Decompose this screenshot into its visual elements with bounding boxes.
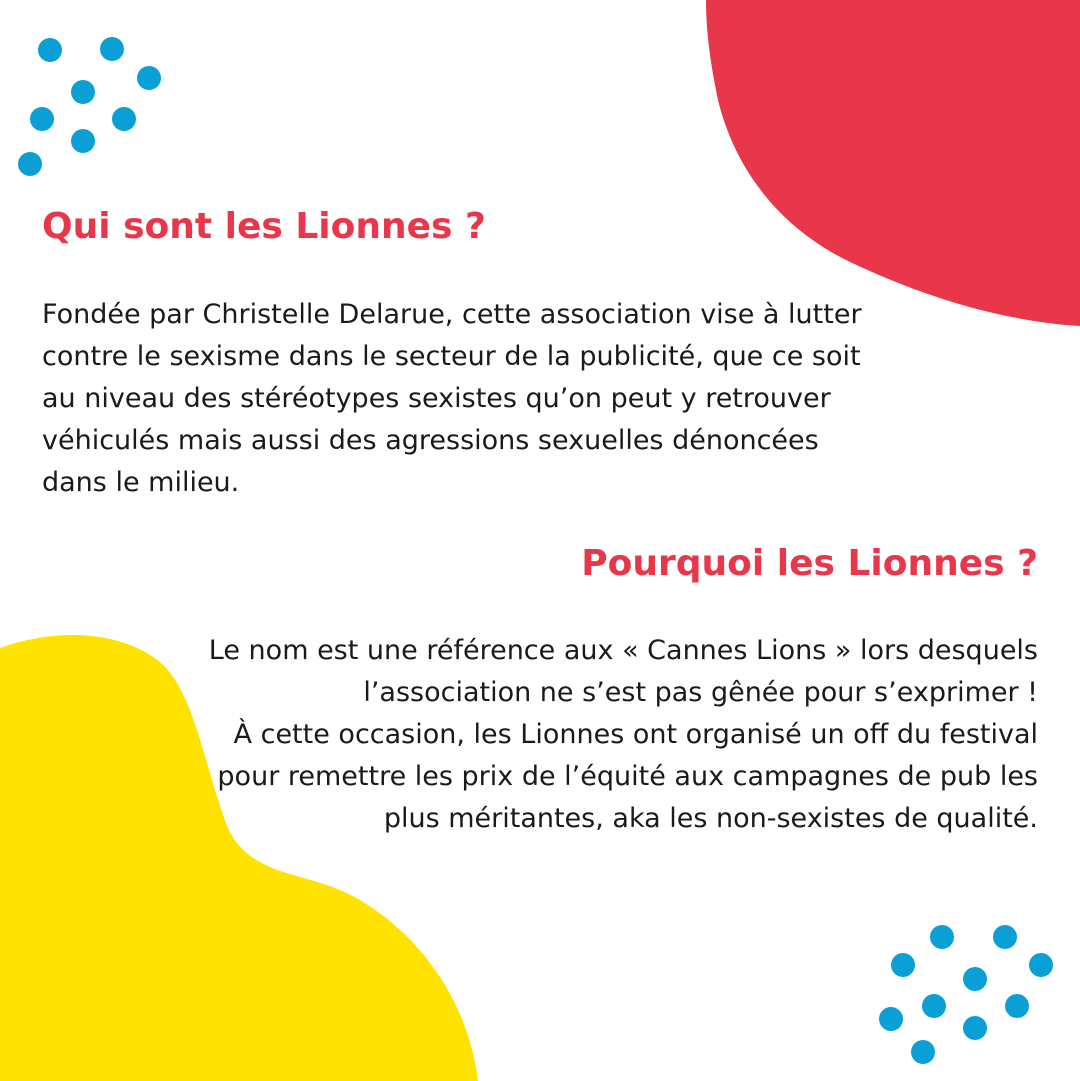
dot xyxy=(911,1040,935,1064)
dot xyxy=(71,80,95,104)
dot xyxy=(963,967,987,991)
section-2-title: Pourquoi les Lionnes ? xyxy=(581,543,1038,584)
dot xyxy=(38,38,62,62)
section-1-title: Qui sont les Lionnes ? xyxy=(42,206,486,247)
dot xyxy=(18,152,42,176)
paragraph-line: au niveau des stéréotypes sexistes qu’on peut y retrouver xyxy=(42,383,831,414)
paragraph-line: l’association ne s’est pas gênée pour s’exprimer ! xyxy=(363,677,1038,708)
paragraph-line: plus méritantes, aka les non-sexistes de qualité. xyxy=(383,803,1038,834)
dot xyxy=(137,66,161,90)
dot xyxy=(1005,994,1029,1018)
dot xyxy=(112,107,136,131)
paragraph-line: Le nom est une référence aux « Cannes Lions » lors desquels xyxy=(208,635,1038,666)
dot xyxy=(30,107,54,131)
dot xyxy=(891,953,915,977)
section-1-paragraph xyxy=(42,294,1042,504)
dots-bottom-right xyxy=(879,925,1053,1064)
dots-top-left xyxy=(18,37,161,176)
paragraph-line: véhiculés mais aussi des agressions sexuelles dénoncées xyxy=(42,425,819,456)
red-blob-shape xyxy=(706,0,1080,326)
dot xyxy=(963,1016,987,1040)
paragraph-line: contre le sexisme dans le secteur de la publicité, que ce soit xyxy=(42,341,861,372)
dot xyxy=(930,925,954,949)
dot xyxy=(71,129,95,153)
dot xyxy=(922,994,946,1018)
paragraph-line: À cette occasion, les Lionnes ont organisé un off du festival xyxy=(233,719,1038,750)
section-2-paragraph xyxy=(28,630,1038,840)
paragraph-line: pour remettre les prix de l’équité aux campagnes de pub les xyxy=(217,761,1038,792)
paragraph-line: dans le milieu. xyxy=(42,467,240,498)
dot xyxy=(1029,953,1053,977)
dot xyxy=(100,37,124,61)
paragraph-line: Fondée par Christelle Delarue, cette association vise à lutter xyxy=(42,299,862,330)
dot xyxy=(993,925,1017,949)
dot xyxy=(879,1007,903,1031)
